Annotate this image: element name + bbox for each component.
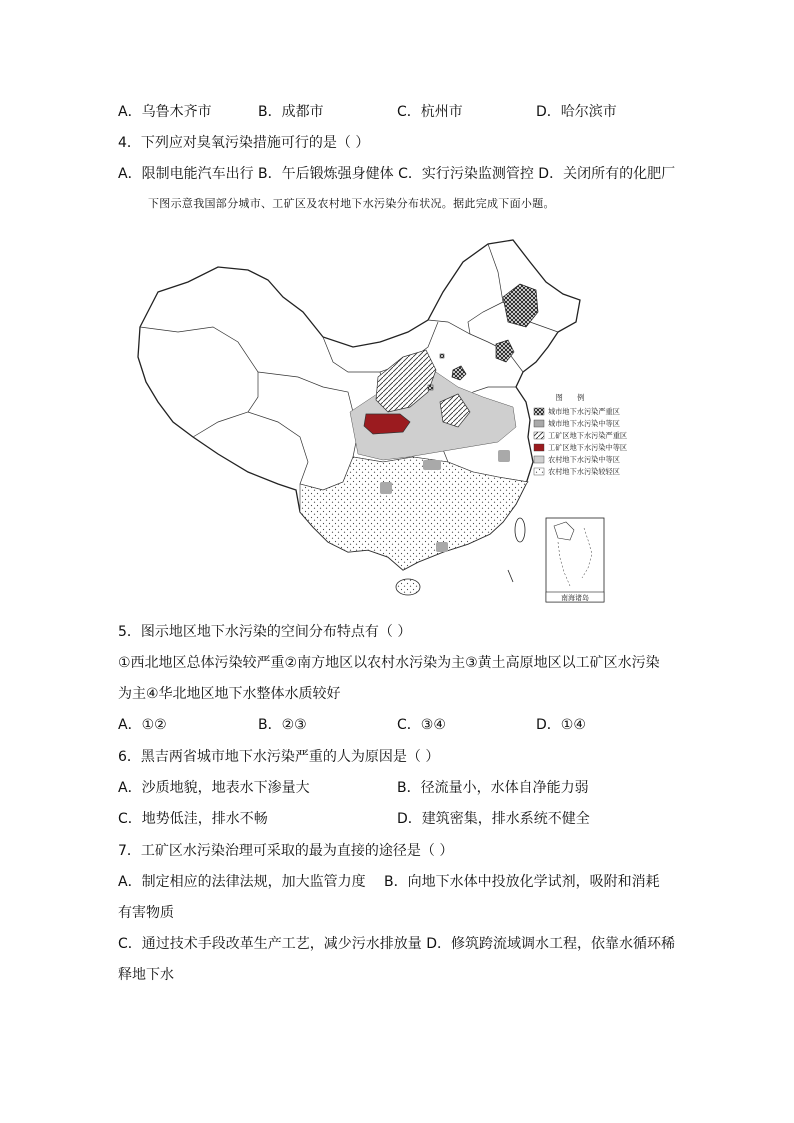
q5-option-c: C．③④ <box>397 717 446 733</box>
q3-option-c: C．杭州市 <box>397 104 463 120</box>
q7-line4: 释地下水 <box>118 967 174 983</box>
q7-line2: 有害物质 <box>118 905 174 921</box>
china-groundwater-map <box>118 222 678 607</box>
city-medium-1 <box>423 460 441 470</box>
q5-option-a: A．①② <box>118 717 167 733</box>
city-medium-2 <box>380 482 392 494</box>
legend-item-6: 农村地下水污染较轻区 <box>548 468 620 476</box>
q6-stem: 6．黑吉两省城市地下水污染严重的人为原因是（ ） <box>118 749 440 765</box>
legend-item-3: 工矿区地下水污染严重区 <box>548 432 628 440</box>
q5-statements-line1: ①西北地区总体污染较严重②南方地区以农村水污染为主③黄土高原地区以工矿区水污染 <box>118 655 660 671</box>
q7-line1: A．制定相应的法律法规，加大监管力度 B．向地下水体中投放化学试剂，吸附和消耗 <box>118 874 660 890</box>
legend-item-5: 农村地下水污染中等区 <box>548 456 620 464</box>
q6-option-d: D．建筑密集，排水系统不健全 <box>397 811 590 827</box>
q5-statements-line2: 为主④华北地区地下水整体水质较好 <box>118 686 341 702</box>
hainan-island <box>396 579 420 595</box>
q7-line3: C．通过技术手段改革生产工艺，减少污水排放量 D．修筑跨流域调水工程，依靠水循环稀 <box>118 936 676 952</box>
q4-stem: 4．下列应对臭氧污染措施可行的是（ ） <box>118 135 370 151</box>
q3-option-a: A．乌鲁木齐市 <box>118 104 212 120</box>
city-medium-3 <box>436 542 448 552</box>
legend <box>534 393 627 476</box>
legend-item-1: 城市地下水污染严重区 <box>548 408 620 416</box>
q5-option-d: D．①④ <box>536 717 586 733</box>
q4-options: A．限制电能汽车出行 B．午后锻炼强身健体 C．实行污染监测管控 D．关闭所有的化肥厂 <box>118 166 676 182</box>
city-medium-4 <box>498 450 510 462</box>
q3-option-b: B．成都市 <box>258 104 324 120</box>
legend-title: 图 例 <box>555 394 585 402</box>
mining-medium-region <box>364 414 410 434</box>
q3-option-d: D．哈尔滨市 <box>536 104 617 120</box>
map-caption: 下图示意我国部分城市、工矿区及农村地下水污染分布状况。据此完成下面小题。 <box>148 197 555 210</box>
q6-option-c: C．地势低洼，排水不畅 <box>118 811 268 827</box>
q6-option-b: B．径流量小，水体自净能力弱 <box>397 780 589 796</box>
south-china-sea-inset <box>546 518 604 602</box>
inset-label: 南海诸岛 <box>561 594 589 602</box>
legend-item-4: 工矿区地下水污染中等区 <box>548 444 628 452</box>
border-tick <box>508 570 513 582</box>
q6-option-a: A．沙质地貌，地表水下渗量大 <box>118 780 310 796</box>
taiwan-island <box>515 518 525 542</box>
q5-option-b: B．②③ <box>258 717 307 733</box>
legend-item-2: 城市地下水污染中等区 <box>548 420 620 428</box>
city-serious-tiny <box>440 354 444 358</box>
city-serious-small <box>428 385 433 390</box>
q5-stem: 5．图示地区地下水污染的空间分布特点有（ ） <box>118 624 412 640</box>
q7-stem: 7．工矿区水污染治理可采取的最为直接的途径是（ ） <box>118 843 454 859</box>
